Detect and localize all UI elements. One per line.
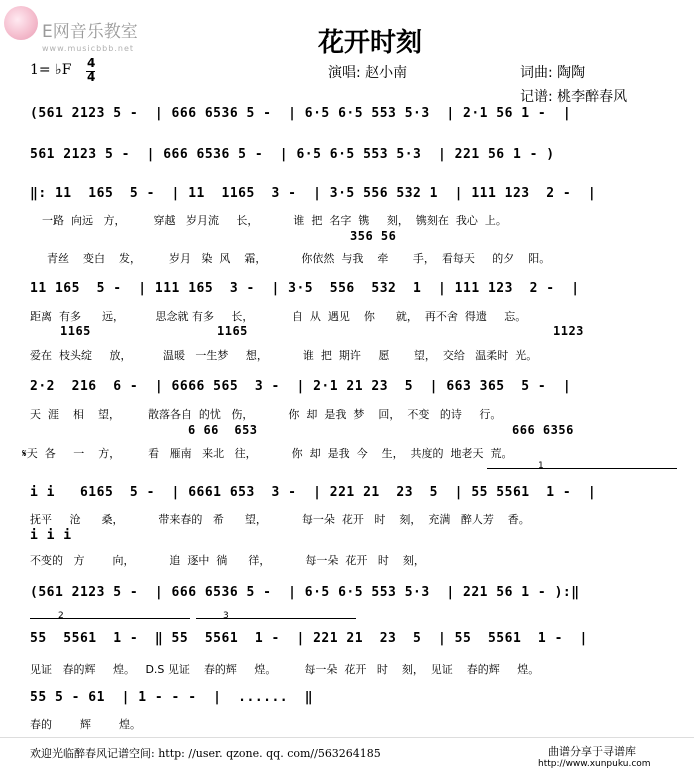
time-signature-top: 4 (87, 56, 96, 70)
ending-number: 2 (58, 611, 64, 621)
ending-bracket-line (487, 468, 677, 469)
score-row-intro-2: 561 2123 5 - | 666 6536 5 - | 6·5 6·5 553 5·3 | 221 56 1 - ) (30, 147, 555, 162)
lyric-line: 青丝 变白 发， 岁月 染 风 霜， 你依然 与我 牵 手， 看每天 的夕 阳。 (47, 252, 551, 265)
lyric-line: 𝄋天 各 一 方， 看 雁南 来北 往， 你 却 是我 今 生， 共度的 地老天 荒。 (22, 447, 513, 460)
site-logo-icon (4, 6, 38, 40)
footer-share-label: 曲谱分享于寻谱库 (548, 745, 636, 758)
ending-bracket-line (30, 618, 190, 619)
score-row-verse-2: 11 165 5 - | 111 165 3 - | 3·5 556 532 1 | 111 123 2 - | (30, 281, 580, 296)
watermark: www.musicbbb.net (42, 44, 134, 53)
time-signature-bottom: 4 (87, 70, 96, 84)
footer-link[interactable]: 欢迎光临醉春风记谱空间: http: //user. qzone. qq. com//563264185 (30, 747, 381, 760)
lyric-line: 春的 辉 煌。 (30, 718, 141, 731)
lyricist-composer-credit: 词曲: 陶陶 (520, 65, 586, 81)
ending-number: 3 (223, 611, 229, 621)
footer-url[interactable]: http://www.xunpuku.com (538, 759, 651, 769)
alt-notes: 666 6356 (512, 423, 574, 437)
lyric-line: 距离 有多 远， 思念就 有多 长， 自 从 遇见 你 就， 再不舍 得遗 忘。 (30, 310, 527, 323)
alt-notes: i i i (30, 528, 72, 543)
lyric-line: 不变的 方 向， 追 逐中 徜 徉， 每一朵 花开 时 刻， (30, 554, 425, 567)
lyric-line: 天 涯 相 望， 散落各自 的忧 伤， 你 却 是我 梦 回， 不变 的诗 行。 (30, 408, 502, 421)
score-row-verse-3: 2·2 216 6 - | 6666 565 3 - | 2·1 21 23 5 | 663 365 5 - | (30, 379, 572, 394)
alt-notes: 1123 (553, 324, 584, 338)
score-row-chorus-1: i i 6165 5 - | 6661 653 3 - | 221 21 23 5 | 55 5561 1 - | (30, 485, 597, 500)
alt-notes: 1165 (217, 324, 248, 338)
site-logo-text: E网音乐教室 (42, 22, 138, 42)
transcriber-credit: 记谱: 桃李醉春风 (520, 89, 628, 105)
alt-notes: 356 56 (350, 229, 397, 243)
lyric-line: 爱在 枝头绽 放， 温暖 一生梦 想， 谁 把 期许 愿 望， 交给 温柔时 光。 (30, 349, 538, 362)
footer-divider (0, 737, 694, 738)
ending-bracket-line (196, 618, 356, 619)
score-row-interlude: (561 2123 5 - | 666 6536 5 - | 6·5 6·5 553 5·3 | 221 56 1 - ):‖ (30, 585, 580, 600)
ending-number: 1 (538, 461, 544, 471)
alt-notes: 1165 (60, 324, 91, 338)
key-signature: 1= ♭F (30, 62, 72, 78)
score-row-coda: 55 5 - 61 | 1 - - - | ...... ‖ (30, 690, 314, 705)
singer-credit: 演唱: 赵小南 (328, 65, 408, 81)
score-row-verse-1: ‖: 11 165 5 - | 11 1165 3 - | 3·5 556 532 1 | 111 123 2 - | (30, 186, 597, 201)
lyric-line: 一路 向远 方， 穿越 岁月流 长， 谁 把 名字 镌 刻， 镌刻在 我心 上。 (42, 214, 507, 227)
lyric-line: 见证 春的辉 煌。 D.S 见证 春的辉 煌。 每一朵 花开 时 刻， 见证 春的辉 煌。 (30, 663, 540, 676)
song-title: 花开时刻 (318, 28, 423, 58)
score-row-ending: 55 5561 1 - ‖ 55 5561 1 - | 221 21 23 5 | 55 5561 1 - | (30, 631, 588, 646)
score-row-intro-1: (561 2123 5 - | 666 6536 5 - | 6·5 6·5 553 5·3 | 2·1 56 1 - | (30, 106, 572, 121)
alt-notes: 6 66 653 (188, 423, 258, 437)
lyric-line: 抚平 沧 桑， 带来春的 希 望， 每一朵 花开 时 刻， 充满 醉人芳 香。 (30, 513, 530, 526)
